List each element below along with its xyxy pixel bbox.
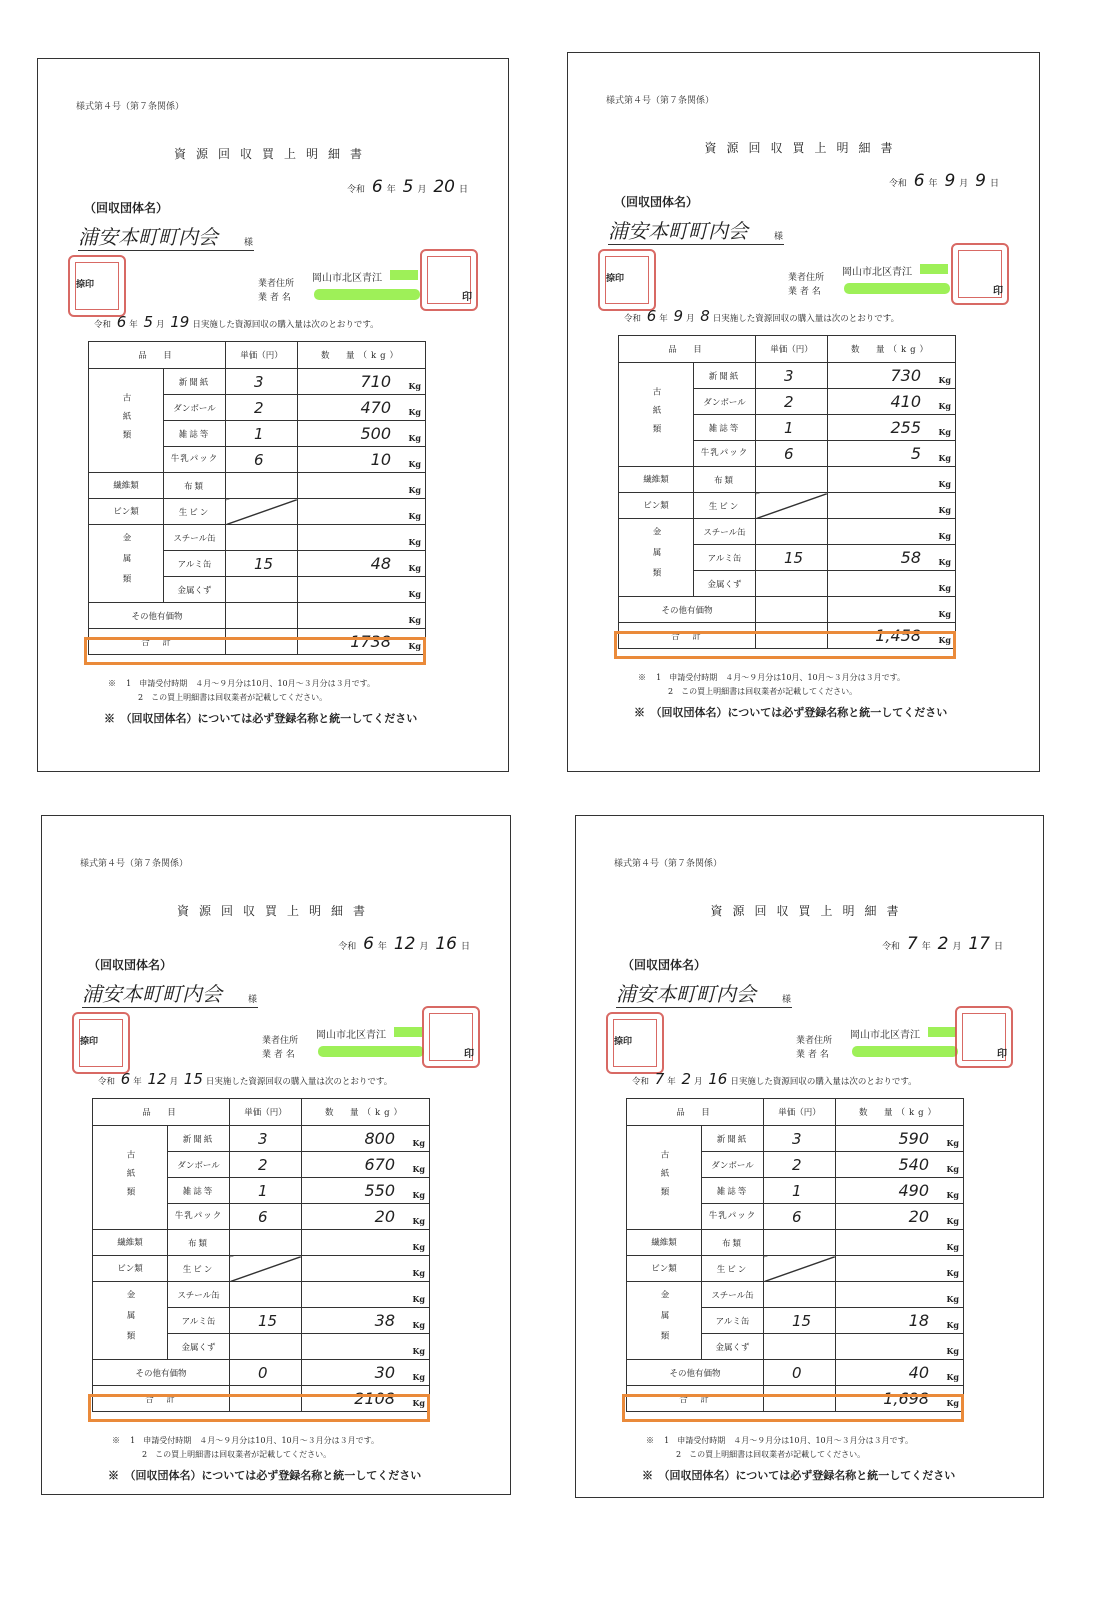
table-row: 金属類 スチール缶 Kg: [619, 519, 956, 545]
form-number: 様式第４号（第７条関係）: [606, 96, 715, 106]
collection-statement: 令和 6 年 12 月 15 日実施した資源回収の購入量は次のとおりです。: [98, 1070, 393, 1088]
total-highlight: [84, 637, 426, 665]
collection-statement: 令和 7 年 2 月 16 日実施した資源回収の購入量は次のとおりです。: [632, 1070, 917, 1088]
form-title: 資源回収買上明細書: [704, 141, 903, 155]
seal-mark: 印: [997, 1049, 1007, 1060]
vendor-labels: 業者住所 業 者 名: [262, 1036, 299, 1060]
vendor-labels: 業者住所 業 者 名: [788, 273, 825, 297]
table-row: 雑誌等 1 490 Kg: [627, 1178, 964, 1204]
note-1: ※ 1 申請受付時期 ４月～９月分は10月、10月～３月分は３月です。: [638, 673, 905, 682]
issue-month: 2: [937, 934, 949, 954]
table-row: 金属類 スチール缶 Kg: [89, 525, 426, 551]
form-title: 資源回収買上明細書: [710, 904, 909, 918]
form-title: 資源回収買上明細書: [176, 904, 375, 918]
table-row: 金属類 スチール缶 Kg: [627, 1282, 964, 1308]
seal-mark: 印: [993, 286, 1003, 297]
organization-name: 浦安本町町内会: [78, 221, 254, 251]
purchase-table: [88, 341, 426, 655]
table-row: ビン類 生ビン Kg: [627, 1256, 964, 1282]
issue-year: 6: [913, 171, 925, 191]
table-row: 金属くず Kg: [619, 571, 956, 597]
form-number: 様式第４号（第７条関係）: [76, 102, 185, 112]
table-row: その他有価物 0 40 Kg: [627, 1360, 964, 1386]
total-value: 1,698: [883, 1389, 929, 1408]
table-row: アルミ缶 15 48 Kg: [89, 551, 426, 577]
table-row: 雑誌等 1 500 Kg: [89, 421, 426, 447]
table-row: ビン類 生ビン Kg: [619, 493, 956, 519]
vendor-address: 岡山市北区青江: [842, 267, 912, 278]
table-row: 金属くず Kg: [627, 1334, 964, 1360]
total-highlight: [88, 1394, 430, 1422]
note-2: 2 この買上明細書は回収業者が記載してください。: [676, 1450, 866, 1459]
purchase-table: [626, 1098, 964, 1412]
honorific: 様: [782, 995, 792, 1005]
table-row: 牛乳パック 6 5 Kg: [619, 441, 956, 467]
table-row: 古紙類 新聞紙 3 800 Kg: [93, 1126, 430, 1152]
table-row: 金属くず Kg: [89, 577, 426, 603]
note-3: ※ （回収団体名）については必ず登録名称と統一してください: [642, 1469, 956, 1482]
total-row: 合 計 1,458 Kg: [619, 623, 956, 649]
table-row: アルミ缶 15 58 Kg: [619, 545, 956, 571]
vendor-address: 岡山市北区青江: [850, 1030, 920, 1041]
total-value: 2108: [354, 1389, 395, 1408]
table-row: ダンボール 2 670 Kg: [93, 1152, 430, 1178]
table-row: 雑誌等 1 550 Kg: [93, 1178, 430, 1204]
organization-name: 浦安本町町内会: [608, 215, 784, 245]
org-heading: （回収団体名）: [84, 201, 169, 215]
table-row: 金属類 スチール缶 Kg: [93, 1282, 430, 1308]
redaction-mark: [920, 264, 948, 274]
org-heading: （回収団体名）: [88, 958, 173, 972]
table-header: 品 目 単価（円） 数 量（kg）: [627, 1099, 964, 1126]
table-header: 品 目 単価（円） 数 量（kg）: [619, 336, 956, 363]
seal-mark: 印: [464, 1049, 474, 1060]
issue-date: 令和 6 年 12 月 16 日: [338, 934, 470, 954]
redaction-mark: [394, 1027, 422, 1037]
table-row: ダンボール 2 410 Kg: [619, 389, 956, 415]
note-1: ※ 1 申請受付時期 ４月～９月分は10月、10月～３月分は３月です。: [108, 679, 375, 688]
table-row: その他有価物 0 30 Kg: [93, 1360, 430, 1386]
form-sheet-3: [41, 815, 511, 1495]
total-value: 1,458: [875, 626, 921, 645]
form-number: 様式第４号（第７条関係）: [614, 859, 723, 869]
issue-day: 9: [975, 171, 986, 191]
issue-day: 17: [968, 934, 990, 954]
redaction-mark: [928, 1027, 956, 1037]
table-row: 繊維類 布類 Kg: [89, 473, 426, 499]
collection-statement: 令和 6 年 5 月 19 日実施した資源回収の購入量は次のとおりです。: [94, 313, 379, 331]
vendor-labels: 業者住所 業 者 名: [796, 1036, 833, 1060]
table-row: 金属くず Kg: [93, 1334, 430, 1360]
redaction-mark: [844, 283, 950, 294]
seal-mark: 印: [462, 292, 472, 303]
issue-year: 7: [906, 934, 918, 954]
redaction-mark: [318, 1046, 424, 1057]
issue-date: 令和 6 年 5 月 20 日: [347, 177, 468, 197]
table-header: 品 目 単価（円） 数 量（kg）: [93, 1099, 430, 1126]
honorific: 様: [774, 232, 784, 242]
note-3: ※ （回収団体名）については必ず登録名称と統一してください: [104, 712, 418, 725]
form-title: 資源回収買上明細書: [173, 147, 372, 161]
table-row: 雑誌等 1 255 Kg: [619, 415, 956, 441]
vendor-address: 岡山市北区青江: [316, 1030, 386, 1041]
purchase-table: [92, 1098, 430, 1412]
table-row: 牛乳パック 6 20 Kg: [627, 1204, 964, 1230]
issue-month: 9: [944, 171, 956, 191]
stamp-label: 捺印: [606, 274, 625, 284]
note-2: 2 この買上明細書は回収業者が記載してください。: [142, 1450, 332, 1459]
stamp-label: 捺印: [76, 280, 95, 290]
organization-name: 浦安本町町内会: [82, 978, 258, 1008]
issue-date: 令和 6 年 9 月 9 日: [888, 171, 999, 191]
note-2: 2 この買上明細書は回収業者が記載してください。: [138, 693, 328, 702]
total-highlight: [614, 631, 956, 659]
redaction-mark: [852, 1046, 958, 1057]
note-2: 2 この買上明細書は回収業者が記載してください。: [668, 687, 858, 696]
form-sheet-4: [575, 815, 1044, 1498]
form-sheet-1: [37, 58, 509, 772]
issue-year: 6: [363, 934, 374, 954]
form-number: 様式第４号（第７条関係）: [80, 859, 189, 869]
issue-day: 20: [433, 177, 455, 197]
table-row: 牛乳パック 6 10 Kg: [89, 447, 426, 473]
org-heading: （回収団体名）: [622, 958, 707, 972]
note-1: ※ 1 申請受付時期 ４月～９月分は10月、10月～３月分は３月です。: [112, 1436, 379, 1445]
honorific: 様: [244, 238, 254, 248]
redaction-mark: [390, 270, 418, 280]
total-highlight: [622, 1394, 964, 1422]
table-row: ビン類 生ビン Kg: [93, 1256, 430, 1282]
total-row: 合 計 1,698 Kg: [627, 1386, 964, 1412]
table-row: 繊維類 布類 Kg: [627, 1230, 964, 1256]
issue-year: 6: [371, 177, 383, 197]
form-sheet-2: [567, 52, 1040, 772]
redaction-mark: [314, 289, 420, 300]
table-row: その他有価物 Kg: [89, 603, 426, 629]
table-row: アルミ缶 15 38 Kg: [93, 1308, 430, 1334]
table-row: 古紙類 新聞紙 3 590 Kg: [627, 1126, 964, 1152]
stamp-label: 捺印: [80, 1037, 99, 1047]
table-row: ダンボール 2 470 Kg: [89, 395, 426, 421]
note-3: ※ （回収団体名）については必ず登録名称と統一してください: [108, 1469, 422, 1482]
honorific: 様: [248, 995, 258, 1005]
issue-month: 5: [402, 177, 414, 197]
org-heading: （回収団体名）: [614, 195, 699, 209]
total-row: 合 計 2108 Kg: [93, 1386, 430, 1412]
table-row: ダンボール 2 540 Kg: [627, 1152, 964, 1178]
organization-name: 浦安本町町内会: [616, 978, 792, 1008]
table-row: 牛乳パック 6 20 Kg: [93, 1204, 430, 1230]
issue-date: 令和 7 年 2 月 17 日: [882, 934, 1003, 954]
table-row: アルミ缶 15 18 Kg: [627, 1308, 964, 1334]
vendor-address: 岡山市北区青江: [312, 273, 382, 284]
vendor-labels: 業者住所 業 者 名: [258, 279, 295, 303]
purchase-table: [618, 335, 956, 649]
total-row: 合 計 1738 Kg: [89, 629, 426, 655]
note-1: ※ 1 申請受付時期 ４月～９月分は10月、10月～３月分は３月です。: [646, 1436, 913, 1445]
note-3: ※ （回収団体名）については必ず登録名称と統一してください: [634, 706, 948, 719]
issue-month: 12: [393, 934, 416, 954]
table-row: 古紙類 新聞紙 3 730 Kg: [619, 363, 956, 389]
table-row: 繊維類 布類 Kg: [93, 1230, 430, 1256]
table-row: その他有価物 Kg: [619, 597, 956, 623]
total-value: 1738: [350, 632, 391, 651]
table-row: 繊維類 布類 Kg: [619, 467, 956, 493]
collection-statement: 令和 6 年 9 月 8 日実施した資源回収の購入量は次のとおりです。: [624, 307, 900, 325]
stamp-label: 捺印: [614, 1037, 633, 1047]
table-row: ビン類 生ビン Kg: [89, 499, 426, 525]
table-header: 品 目 単価（円） 数 量（kg）: [89, 342, 426, 369]
issue-day: 16: [435, 934, 457, 954]
table-row: 古紙類 新聞紙 3 710 Kg: [89, 369, 426, 395]
